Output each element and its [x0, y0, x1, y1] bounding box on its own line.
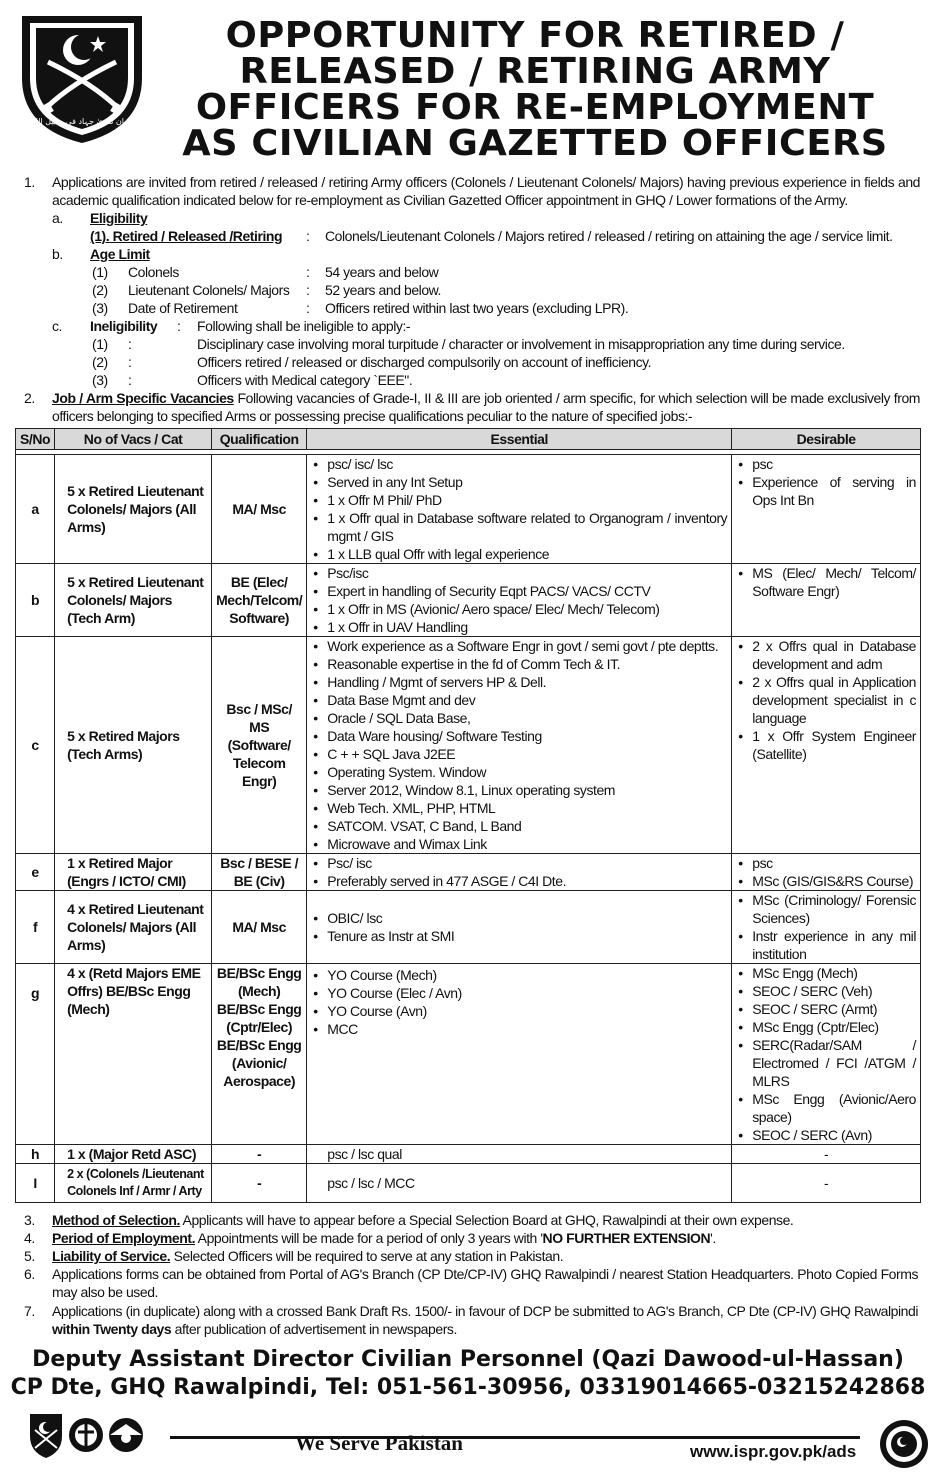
list-item: • YO Course (Avn): [311, 1002, 727, 1020]
colon: :: [177, 318, 181, 334]
row-essential: [307, 637, 732, 854]
row-qual: -: [212, 1164, 307, 1203]
list-item: • SEOC / SERC (Veh): [736, 982, 916, 1000]
list-item: • Served in any Int Setup: [311, 473, 727, 491]
sec4-text: [52, 1230, 716, 1248]
sec2-number: 2.: [24, 390, 35, 406]
list-item: • 1 x Offr M Phil/ PhD: [311, 491, 727, 509]
colon: :: [128, 372, 132, 388]
table-row: [16, 455, 921, 564]
row-cat: 5 x Retired Majors (Tech Arms): [55, 637, 212, 854]
colon: :: [306, 264, 310, 280]
list-item: • Psc/isc: [311, 564, 727, 582]
sec5-number: 5.: [24, 1248, 35, 1264]
list-item: • 1 x Offr System Engineer (Satellite): [736, 727, 916, 763]
website-link[interactable]: www.ispr.gov.pk/ads: [690, 1442, 857, 1461]
table-row: [16, 564, 921, 637]
list-item: • Data Base Mgmt and dev: [311, 691, 727, 709]
list-item: • Preferably served in 477 ASGE / C4I Dte.: [311, 872, 727, 890]
row-essential: [307, 455, 732, 564]
sec7-number: 7.: [24, 1303, 35, 1319]
row-sno: g: [16, 964, 55, 1145]
list-item: • MSc Engg (Avionic/Aero space): [736, 1090, 916, 1126]
list-item: • SEOC / SERC (Avn): [736, 1126, 916, 1144]
sec3-text: [52, 1212, 793, 1230]
row-sno: h: [16, 1145, 55, 1164]
title-line-2: RELEASED / RETIRING ARMY: [239, 51, 831, 92]
ispr-seal-icon: [878, 1418, 930, 1470]
sec1-eligibility-text: Colonels/Lieutenant Colonels / Majors retired / released / retiring on attaining the age / service limit.: [325, 228, 893, 244]
row-essential: psc / lsc qual: [307, 1145, 732, 1164]
list-item: • OBIC/ lsc: [311, 909, 727, 927]
sec7-body: Applications (in duplicate) along with a crossed Bank Draft Rs. 1500/- in favour of DCP be submitted to AG's Branch, CP Dte (CP-IV) GHQ Rawalpindi: [52, 1303, 918, 1319]
list-item: • Instr experience in any mil institution: [736, 927, 916, 963]
row-sno: e: [16, 854, 55, 891]
sec4-number: 4.: [24, 1230, 35, 1246]
contact-block: [0, 1346, 936, 1402]
row-qual: BE/BSc Engg (Mech) BE/BSc Engg (Cptr/Elec) BE/BSc Engg (Avionic/ Aerospace): [212, 964, 307, 1145]
row-qual: BE (Elec/ Mech/Telcom/ Software): [212, 564, 307, 637]
row-qual: -: [212, 1145, 307, 1164]
list-item: • SATCOM. VSAT, C Band, L Band: [311, 817, 727, 835]
page-title: [132, 15, 936, 164]
list-item: • Server 2012, Window 8.1, Linux operating system: [311, 781, 727, 799]
contact-address: CP Dte, GHQ Rawalpindi, Tel: 051-561-30956, 03319014665-03215242868: [10, 1375, 926, 1400]
row-cat: 1 x (Major Retd ASC): [55, 1145, 212, 1164]
row-desirable: [732, 854, 921, 891]
table-row: [16, 1164, 921, 1203]
list-item: • MCC: [311, 1020, 727, 1038]
row-desirable: [732, 964, 921, 1145]
list-item: • psc/ isc/ lsc: [311, 455, 727, 473]
list-item: • 1 x Offr qual in Database software related to Organogram / inventory mgmt / GIS: [311, 509, 727, 545]
list-item: • MS (Elec/ Mech/ Telcom/ Software Engr): [736, 564, 916, 600]
row-cat: 2 x (Colonels /Lieutenant Colonels Inf / Armr / Arty: [55, 1164, 212, 1203]
row-desirable: [732, 455, 921, 564]
colon: :: [306, 300, 310, 316]
sec5-body: Selected Officers will be required to serve at any station in Pakistan.: [170, 1248, 564, 1264]
row-qual: MA/ Msc: [212, 891, 307, 964]
list-item: • 2 x Offrs qual in Database development and adm: [736, 637, 916, 673]
list-item: • Oracle / SQL Data Base,: [311, 709, 727, 727]
row-essential: [307, 854, 732, 891]
row-qual: Bsc / BESE / BE (Civ): [212, 854, 307, 891]
header-desirable: Desirable: [732, 429, 921, 450]
list-item: • Tenure as Instr at SMI: [311, 927, 727, 945]
inel-item-text: Officers with Medical category `EEE".: [197, 372, 413, 388]
header-qualification: Qualification: [212, 429, 307, 450]
sec7-bold: within Twenty days: [52, 1320, 172, 1337]
row-sno: b: [16, 564, 55, 637]
header-cat: No of Vacs / Cat: [55, 429, 212, 450]
list-item: • Microwave and Wimax Link: [311, 835, 727, 853]
title-line-1: OPPORTUNITY FOR RETIRED /: [225, 15, 845, 56]
logo-motto: ایمان تقویٰ جہاد فی سبیل اللہ: [30, 117, 134, 126]
colon: :: [128, 336, 132, 352]
vacancies-table: [15, 428, 921, 1203]
sec1-b-label: b.: [52, 246, 63, 262]
row-desirable: -: [732, 1164, 921, 1203]
list-item: • Work experience as a Software Engr in govt / semi govt / pte deptts.: [311, 637, 727, 655]
age-item-key: Colonels: [128, 264, 179, 280]
age-item-value: 52 years and below.: [325, 282, 441, 298]
colon: :: [306, 228, 310, 244]
table-row: [16, 891, 921, 964]
services-emblems-icon: [26, 1410, 146, 1460]
inel-item-text: Officers retired / released or discharged compulsorily on account of inefficiency.: [197, 354, 652, 370]
sec6-number: 6.: [24, 1266, 35, 1282]
motto: We Serve Pakistan: [295, 1431, 463, 1455]
row-desirable: [732, 564, 921, 637]
list-item: • Experience of serving in Ops Int Bn: [736, 473, 916, 509]
sec1-eligibility-item: (1). Retired / Released /Retiring: [90, 228, 283, 244]
table-row: [16, 1145, 921, 1164]
sec2-heading: Job / Arm Specific Vacancies: [52, 390, 234, 406]
list-item: • Psc/ isc: [311, 854, 727, 872]
sec7-text: [52, 1303, 918, 1338]
sec1-ineligibility-text: Following shall be ineligible to apply:-: [197, 318, 411, 334]
row-sno: c: [16, 637, 55, 854]
list-item: • MSc (Criminology/ Forensic Sciences): [736, 891, 916, 927]
colon: :: [306, 282, 310, 298]
row-desirable: -: [732, 1145, 921, 1164]
header-essential: Essential: [307, 429, 732, 450]
footer-divider: [170, 1436, 860, 1439]
colon: :: [128, 354, 132, 370]
list-item: • SERC(Radar/SAM / Electromed / FCI /ATGM / MLRS: [736, 1036, 916, 1090]
inel-item-num: (2): [92, 354, 108, 370]
contact-name: Deputy Assistant Director Civilian Personnel (Qazi Dawood-ul-Hassan): [32, 1347, 904, 1372]
sec3-body: Applicants will have to appear before a Special Selection Board at GHQ, Rawalpindi at their own expense.: [179, 1212, 794, 1228]
sec1-eligibility-heading: Eligibility: [90, 210, 148, 226]
table-header-row: [16, 429, 921, 450]
age-item-num: (3): [92, 300, 108, 316]
list-item: • YO Course (Mech): [311, 966, 727, 984]
row-cat: 4 x (Retd Majors EME Offrs) BE/BSc Engg (Mech): [55, 964, 212, 1145]
inel-item-text: Disciplinary case involving moral turpitude / character or involvement in misappropriation any time during service.: [197, 336, 845, 352]
sec3-heading: Method of Selection.: [52, 1212, 180, 1228]
row-essential: [307, 891, 732, 964]
header-sno: S/No: [16, 429, 55, 450]
table-row: [16, 637, 921, 854]
row-desirable: [732, 891, 921, 964]
sec4-bold: NO FURTHER EXTENSION: [542, 1230, 711, 1246]
table-row: [16, 964, 921, 1145]
sec4-body: Appointments will be made for a period of only 3 years with ': [195, 1230, 543, 1246]
sec1-ineligibility-heading: Ineligibility: [90, 318, 158, 334]
sec1-age-limit-heading: Age Limit: [90, 246, 150, 262]
row-sno: f: [16, 891, 55, 964]
age-item-key: Date of Retirement: [128, 300, 238, 316]
row-qual: MA/ Msc: [212, 455, 307, 564]
sec1-c-label: c.: [52, 318, 62, 334]
row-sno: I: [16, 1164, 55, 1203]
row-cat: 1 x Retired Major (Engrs / ICTO/ CMI): [55, 854, 212, 891]
list-item: • Web Tech. XML, PHP, HTML: [311, 799, 727, 817]
row-cat: 5 x Retired Lieutenant Colonels/ Majors (Tech Arm): [55, 564, 212, 637]
sec2-paragraph: [52, 390, 920, 425]
inel-item-num: (3): [92, 372, 108, 388]
list-item: • 1 x Offr in MS (Avionic/ Aero space/ Elec/ Mech/ Telecom): [311, 600, 727, 618]
list-item: • SEOC / SERC (Armt): [736, 1000, 916, 1018]
list-item: • 2 x Offrs qual in Application development specialist in c language: [736, 673, 916, 727]
sec1-number: 1.: [24, 174, 35, 190]
row-essential: [307, 964, 732, 1145]
list-item: • YO Course (Elec / Avn): [311, 984, 727, 1002]
list-item: • psc: [736, 854, 916, 872]
sec4-end: '.: [710, 1230, 716, 1246]
sec5-heading: Liability of Service.: [52, 1248, 171, 1264]
age-item-value: Officers retired within last two years (excluding LPR).: [325, 300, 629, 316]
list-item: • Expert in handling of Security Eqpt PACS/ VACS/ CCTV: [311, 582, 727, 600]
list-item: • C + + SQL Java J2EE: [311, 745, 727, 763]
title-line-4: AS CIVILIAN GAZETTED OFFICERS: [182, 123, 888, 164]
row-desirable: [732, 637, 921, 854]
sec5-text: [52, 1248, 563, 1266]
list-item: • Handling / Mgmt of servers HP & Dell.: [311, 673, 727, 691]
list-item: • MSc (GIS/GIS&RS Course): [736, 872, 916, 890]
age-item-num: (1): [92, 264, 108, 280]
age-item-num: (2): [92, 282, 108, 298]
sec6-text: Applications forms can be obtained from Portal of AG's Branch (CP Dte/CP-IV) GHQ Rawalpindi / nearest Station Headquarters. Photo Copied Forms may also be used.: [52, 1266, 918, 1300]
list-item: • Data Ware housing/ Software Testing: [311, 727, 727, 745]
army-emblem-logo: [12, 8, 152, 148]
sec2-text: Following vacancies of Grade-I, II & III are job oriented / arm specific, for which selection will be made exclusively from officers belonging to specified Arms or possessing precise qualifications peculiar to the nature of specified jobs:-: [52, 390, 921, 424]
row-qual: Bsc / MSc/ MS (Software/ Telecom Engr): [212, 637, 307, 854]
list-item: • 1 x Offr in UAV Handling: [311, 618, 727, 636]
list-item: • Reasonable expertise in the fd of Comm Tech & IT.: [311, 655, 727, 673]
sec3-number: 3.: [24, 1212, 35, 1228]
list-item: • 1 x LLB qual Offr with legal experience: [311, 545, 727, 563]
inel-item-num: (1): [92, 336, 108, 352]
row-cat: 4 x Retired Lieutenant Colonels/ Majors (All Arms): [55, 891, 212, 964]
sec1-a-label: a.: [52, 210, 63, 226]
list-item: • MSc Engg (Mech): [736, 964, 916, 982]
sec1-text: Applications are invited from retired / released / retiring Army officers (Colonels / Lieutenant Colonels/ Majors) having previous experience in fields and academic qualification indicated below for re-employment as Civilian Gazetted Officer appointment in GHQ / Lower formations of the Army.: [52, 174, 920, 208]
list-item: • Operating System. Window: [311, 763, 727, 781]
age-item-key: Lieutenant Colonels/ Majors: [128, 282, 290, 298]
sec7-end: after publication of advertisement in newspapers.: [171, 1320, 457, 1337]
row-cat: 5 x Retired Lieutenant Colonels/ Majors (All Arms): [55, 455, 212, 564]
age-item-value: 54 years and below: [325, 264, 439, 280]
table-row: [16, 854, 921, 891]
list-item: • MSc Engg (Cptr/Elec): [736, 1018, 916, 1036]
row-essential: psc / lsc / MCC: [307, 1164, 732, 1203]
row-sno: a: [16, 455, 55, 564]
row-essential: [307, 564, 732, 637]
list-item: • psc: [736, 455, 916, 473]
title-line-3: OFFICERS FOR RE-EMPLOYMENT: [195, 87, 875, 128]
sec4-heading: Period of Employment.: [52, 1230, 196, 1246]
